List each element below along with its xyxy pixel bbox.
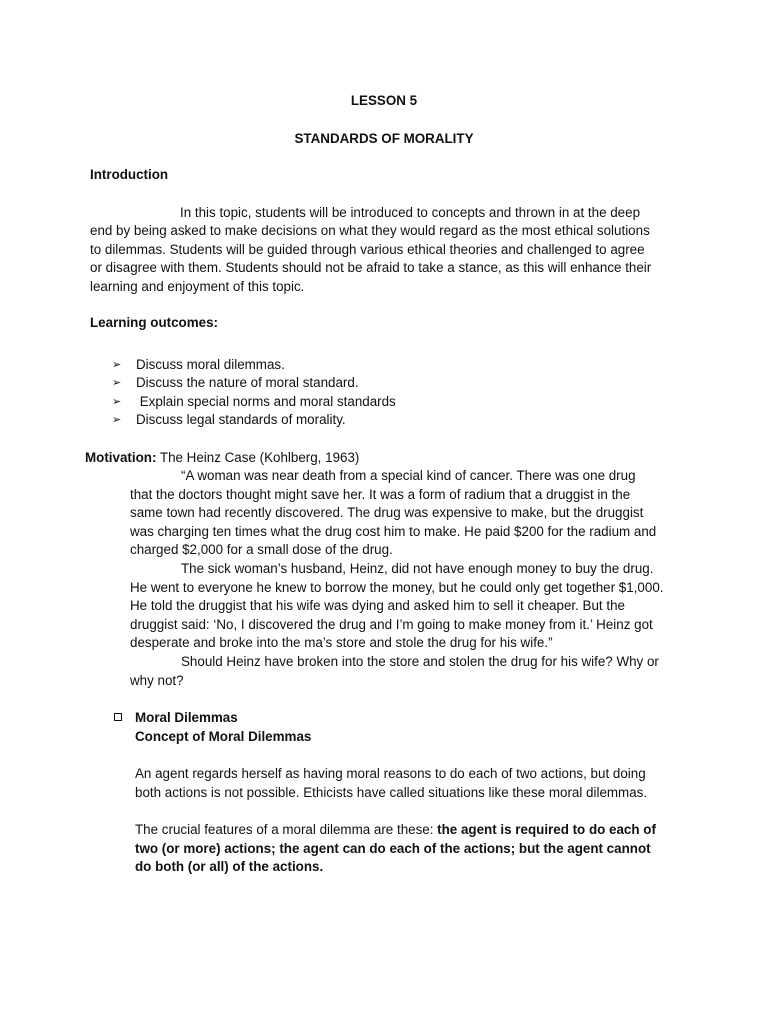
- case-line: charged $2,000 for a small dose of the drug.: [130, 542, 393, 557]
- paragraph-line: two (or more) actions; the agent can do each of the actions; but the agent cannot: [135, 841, 651, 856]
- case-line: was charging ten times what the drug cost him to make. He paid $200 for the radium and: [130, 524, 657, 539]
- motivation-source: The Heinz Case (Kohlberg, 1963): [156, 450, 360, 465]
- introduction-heading: Introduction: [90, 167, 169, 182]
- case-line: The sick woman’s husband, Heinz, did not have enough money to buy the drug.: [181, 561, 654, 576]
- motivation-label: Motivation:: [85, 450, 157, 465]
- lesson-number: LESSON 5: [350, 93, 418, 108]
- case-line: desperate and broke into the ma’s store and stole the drug for his wife.”: [130, 635, 553, 650]
- intro-line: In this topic, students will be introduced to concepts and thrown in at the deep: [180, 205, 641, 220]
- case-line: Should Heinz have broken into the store and stolen the drug for his wife? Why or: [181, 654, 659, 669]
- checkbox-bullet-icon: [114, 713, 122, 721]
- case-line: why not?: [130, 673, 184, 688]
- case-line: that the doctors thought might save her. It was a form of radium that a druggist in the: [130, 487, 631, 502]
- paragraph-line: [135, 821, 656, 840]
- intro-line: or disagree with them. Students should not be afraid to take a stance, as this will enhance their: [90, 260, 652, 275]
- motivation-heading: [85, 449, 359, 468]
- lesson-title: STANDARDS OF MORALITY: [294, 131, 474, 146]
- paragraph-line: do both (or all) of the actions.: [135, 859, 324, 874]
- case-line: same town had recently discovered. The drug was expensive to make, but the druggist: [130, 505, 644, 520]
- case-line: druggist said: ‘No, I discovered the drug and I’m going to make money from it.’ Heinz got: [130, 617, 653, 632]
- section-subheading: Concept of Moral Dilemmas: [135, 729, 312, 744]
- list-item-text: Explain special norms and moral standards: [136, 394, 396, 409]
- paragraph-line: An agent regards herself as having moral reasons to do each of two actions, but doing: [135, 766, 646, 781]
- learning-outcomes-heading: Learning outcomes:: [90, 315, 218, 330]
- arrow-bullet-icon: ➢: [112, 377, 122, 389]
- list-item-text: Discuss the nature of moral standard.: [136, 375, 359, 390]
- intro-line: to dilemmas. Students will be guided through various ethical theories and challenged to agree: [90, 242, 645, 257]
- arrow-bullet-icon: ➢: [112, 396, 122, 408]
- list-item-text: Discuss moral dilemmas.: [136, 357, 285, 372]
- case-line: He went to everyone he knew to borrow the money, but he could only get together $1,000.: [130, 580, 664, 595]
- arrow-bullet-icon: ➢: [112, 414, 122, 426]
- list-item-text: Discuss legal standards of morality.: [136, 412, 346, 427]
- case-line: He told the druggist that his wife was dying and asked him to sell it cheaper. But the: [130, 598, 625, 613]
- arrow-bullet-icon: ➢: [112, 359, 122, 371]
- intro-line: learning and enjoyment of this topic.: [90, 279, 305, 294]
- paragraph-intro: The crucial features of a moral dilemma are these:: [135, 822, 438, 837]
- paragraph-line: both actions is not possible. Ethicists have called situations like these moral dilemmas.: [135, 785, 648, 800]
- case-line: “A woman was near death from a special kind of cancer. There was one drug: [181, 468, 636, 483]
- intro-line: end by being asked to make decisions on what they would regard as the most ethical solutions: [90, 223, 650, 238]
- paragraph-bold: the agent is required to do each of: [437, 822, 656, 837]
- section-heading: Moral Dilemmas: [135, 710, 238, 725]
